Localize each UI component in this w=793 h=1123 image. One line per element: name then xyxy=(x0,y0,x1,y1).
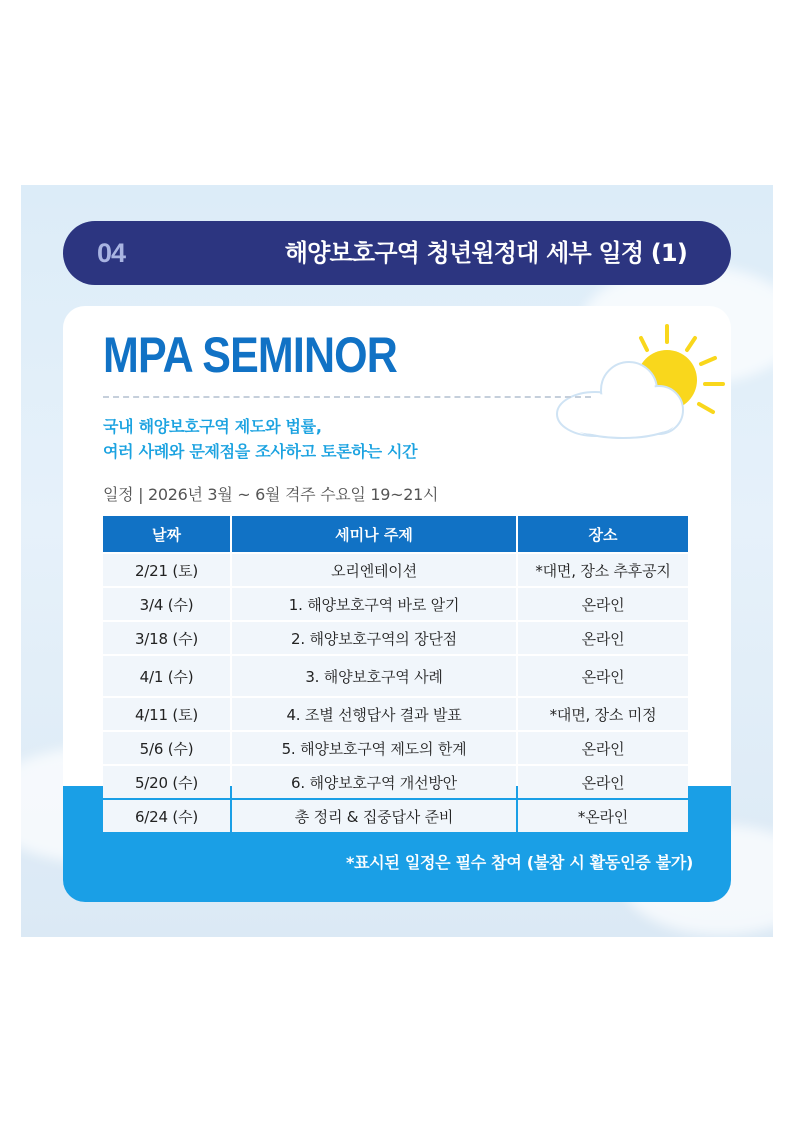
header-title: 해양보호구역 청년원정대 세부 일정 (1) xyxy=(284,239,687,267)
table-row xyxy=(103,554,688,586)
cell-date: 2/21 (토) xyxy=(103,554,230,586)
column-header-topic: 세미나 주제 xyxy=(232,516,516,552)
column-header-place: 장소 xyxy=(518,516,688,552)
cell-date: 4/11 (토) xyxy=(103,698,230,730)
table-header-row xyxy=(103,516,688,552)
header-bar xyxy=(63,221,731,285)
cell-place: *온라인 xyxy=(518,800,688,832)
subtitle-line-2: 여러 사례와 문제점을 조사하고 토론하는 시간 xyxy=(103,442,418,461)
dashed-divider xyxy=(103,396,591,398)
cell-topic: 3. 해양보호구역 사례 xyxy=(232,656,516,696)
attendance-note: *표시된 일정은 필수 참여 (불참 시 활동인증 불가) xyxy=(346,853,693,872)
cell-topic: 1. 해양보호구역 바로 알기 xyxy=(232,588,516,620)
cell-date: 6/24 (수) xyxy=(103,800,230,832)
cell-place: 온라인 xyxy=(518,656,688,696)
cell-date: 4/1 (수) xyxy=(103,656,230,696)
cell-topic: 6. 해양보호구역 개선방안 xyxy=(232,766,516,798)
table-row xyxy=(103,766,688,798)
table-row xyxy=(103,698,688,730)
cell-place: 온라인 xyxy=(518,732,688,764)
cell-topic: 오리엔테이션 xyxy=(232,554,516,586)
cell-place: *대면, 장소 미정 xyxy=(518,698,688,730)
table-row xyxy=(103,656,688,696)
schedule-text: 일정 | 2026년 3월 ~ 6월 격주 수요일 19~21시 xyxy=(103,485,439,504)
sun-cloud-icon xyxy=(531,314,731,444)
cell-topic: 4. 조별 선행답사 결과 발표 xyxy=(232,698,516,730)
seminar-title: MPA SEMINOR xyxy=(103,327,397,383)
seminar-card xyxy=(63,306,731,902)
poster xyxy=(21,185,773,937)
column-header-date: 날짜 xyxy=(103,516,230,552)
cell-date: 5/20 (수) xyxy=(103,766,230,798)
table-row xyxy=(103,622,688,654)
seminar-table xyxy=(101,514,690,834)
cell-date: 3/18 (수) xyxy=(103,622,230,654)
table-row xyxy=(103,588,688,620)
cell-topic: 5. 해양보호구역 제도의 한계 xyxy=(232,732,516,764)
cell-date: 5/6 (수) xyxy=(103,732,230,764)
table-row xyxy=(103,732,688,764)
cell-place: *대면, 장소 추후공지 xyxy=(518,554,688,586)
cell-place: 온라인 xyxy=(518,588,688,620)
cell-topic: 2. 해양보호구역의 장단점 xyxy=(232,622,516,654)
subtitle-line-1: 국내 해양보호구역 제도와 법률, xyxy=(103,417,322,436)
seminar-subtitle xyxy=(103,414,417,464)
table-row xyxy=(103,800,688,832)
cell-place: 온라인 xyxy=(518,766,688,798)
section-number: 04 xyxy=(97,238,126,268)
cell-date: 3/4 (수) xyxy=(103,588,230,620)
cell-topic: 총 정리 & 집중답사 준비 xyxy=(232,800,516,832)
cell-place: 온라인 xyxy=(518,622,688,654)
